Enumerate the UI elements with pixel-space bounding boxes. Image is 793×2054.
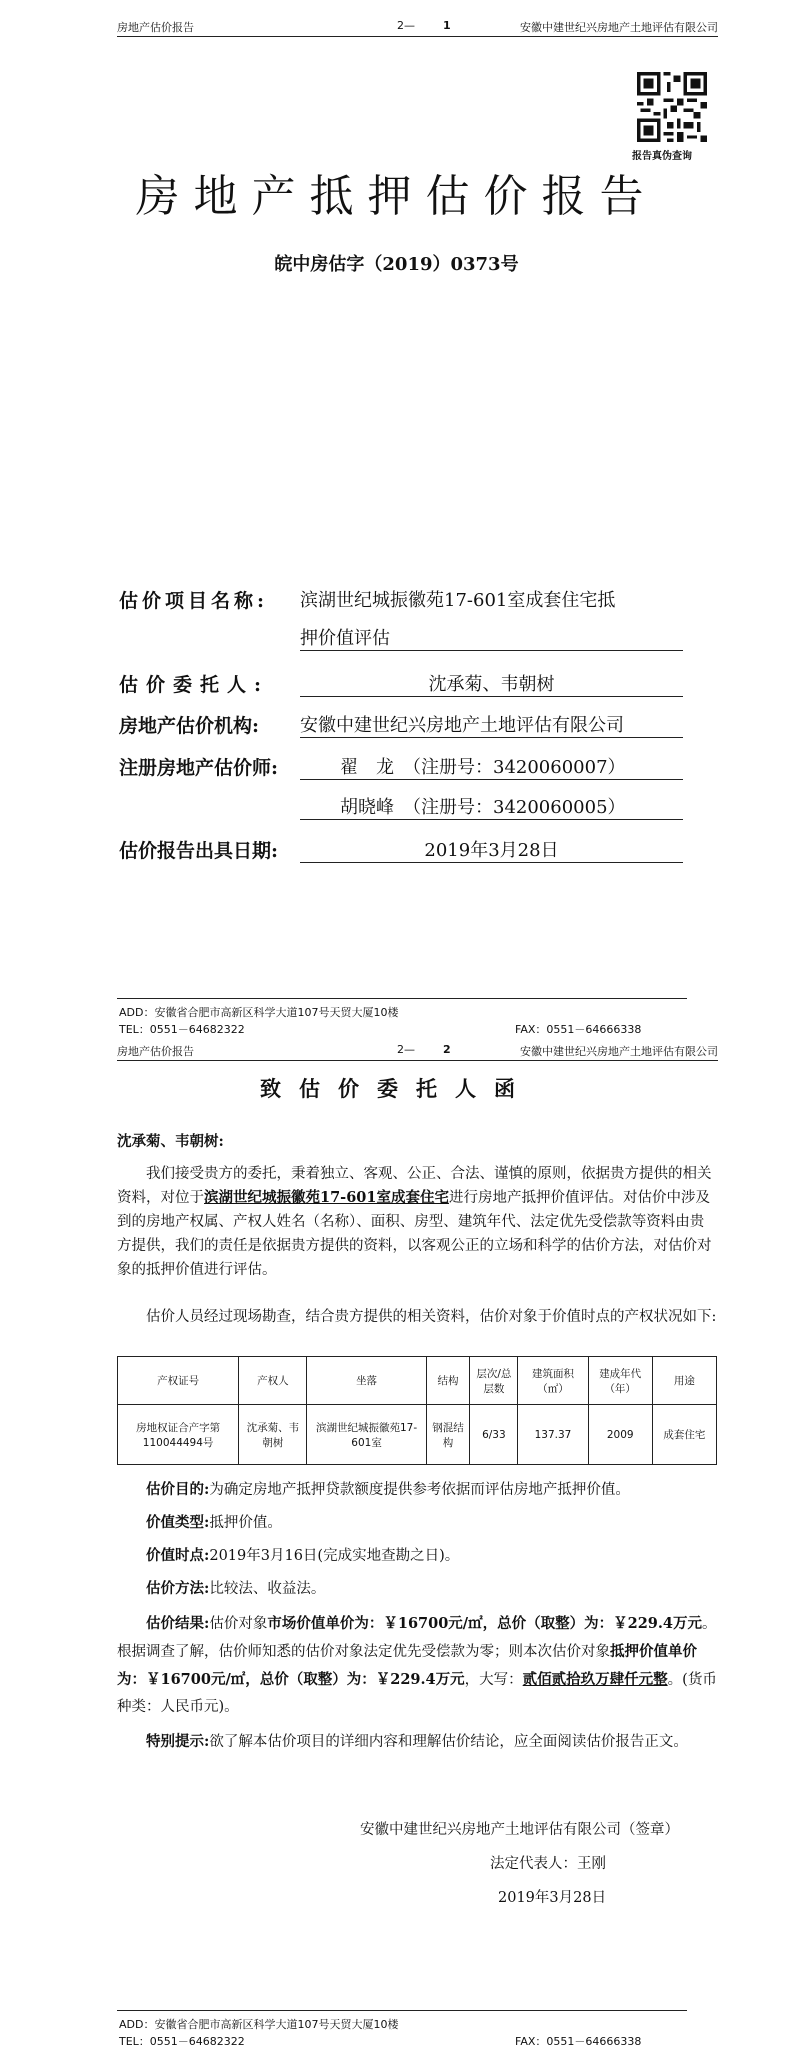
mortgage-value: 抵押价值单价为：￥16700元/㎡，总价（取整）为：￥229.4万元 — [117, 1643, 697, 1688]
result-text-1: 估价对象 — [209, 1616, 268, 1632]
purpose-value: 为确定房地产抵押贷款额度提供参考依据而评估房地产抵押价值。 — [209, 1482, 630, 1498]
project-name-label: 估价项目名称: — [119, 590, 269, 612]
appraiser-1-underline — [300, 779, 683, 780]
letter-title: 致估价委托人函 — [260, 1076, 533, 1101]
header-right: 安徽中建世纪兴房地产土地评估有限公司 — [520, 1045, 718, 1058]
header-right: 安徽中建世纪兴房地产土地评估有限公司 — [520, 21, 718, 34]
table-cell: 滨湖世纪城振徽苑17-601室 — [307, 1405, 426, 1465]
table-header: 建筑面积（㎡） — [518, 1357, 588, 1405]
signature-date: 2019年3月28日 — [498, 1890, 607, 1906]
appraiser-1: 翟 龙 （注册号：3420060007） — [340, 757, 626, 778]
property-table — [117, 1356, 717, 1465]
p1-text-a: 我们接受贵方的委托，秉着独立、客观、公正、合法、谨慎的原则，依据贵方提供的相关资料，对位于 — [117, 1166, 712, 1206]
table-cell: 2009 — [588, 1405, 652, 1465]
project-name-value-line2: 押价值评估 — [300, 628, 390, 649]
page-header — [117, 1038, 718, 1061]
client-label: 估价委托人: — [119, 674, 270, 696]
agency-label: 房地产估价机构: — [119, 715, 260, 737]
header-page-number: 1 — [443, 19, 451, 32]
method-line — [117, 1577, 717, 1601]
agency-value: 安徽中建世纪兴房地产土地评估有限公司 — [300, 715, 624, 736]
signature-representative: 法定代表人：王刚 — [490, 1856, 606, 1872]
table-header: 产权证号 — [118, 1357, 239, 1405]
p1-text-b: 进行房地产抵押价值评估。对估价中涉及到的房地产权属、产权人姓名（名称）、面积、房型、建筑年代、法定优先受偿款等资料由贵方提供，我们的责任是依据贵方提供的资料，以客观公正的立场和科学的估价方法，对估价对象的抵押价值进行评估。 — [117, 1190, 712, 1278]
table-row — [118, 1405, 717, 1465]
table-cell: 137.37 — [518, 1405, 588, 1465]
footer-fax: FAX：0551－64666338 — [515, 2035, 642, 2048]
table-cell: 6/33 — [470, 1405, 518, 1465]
footer-tel: TEL：0551－64682322 — [119, 2035, 245, 2048]
table-cell: 房地权证合产字第110044494号 — [118, 1405, 239, 1465]
project-name-value: 滨湖世纪城振徽苑17-601室成套住宅抵 — [300, 590, 616, 611]
qr-caption: 报告真伪查询 — [632, 151, 692, 162]
client-value: 沈承菊、韦朝树 — [428, 674, 555, 695]
table-header: 产权人 — [239, 1357, 307, 1405]
value-type-value: 抵押价值。 — [209, 1515, 282, 1531]
letter-paragraph-1 — [117, 1162, 717, 1282]
special-note-label: 特别提示: — [146, 1733, 210, 1750]
table-header: 结构 — [426, 1357, 470, 1405]
page-header — [117, 14, 718, 37]
table-header: 用途 — [652, 1357, 716, 1405]
result-text-3: 。根据调查了解，估价师知悉的估价对象法定优先受偿款为零；则本次估价对象 — [117, 1616, 717, 1660]
special-note-value: 欲了解本估价项目的详细内容和理解估价结论，应全面阅读估价报告正文。 — [209, 1734, 688, 1750]
footer-tel: TEL：0551－64682322 — [119, 1023, 245, 1036]
footer-rule — [117, 998, 687, 999]
table-cell: 成套住宅 — [652, 1405, 716, 1465]
p1-address: 滨湖世纪城振徽苑17-601室成套住宅 — [204, 1189, 449, 1206]
table-header-row — [118, 1357, 717, 1405]
result-paragraph — [117, 1610, 717, 1721]
value-time-label: 价值时点: — [146, 1547, 210, 1564]
appraiser-2-underline — [300, 819, 683, 820]
issue-date-label: 估价报告出具日期: — [119, 840, 279, 862]
value-time-line — [117, 1544, 717, 1568]
footer-rule — [117, 2010, 687, 2011]
footer-address: ADD：安徽省合肥市高新区科学大道107号天贸大厦10楼 — [119, 1006, 399, 1019]
project-underline — [300, 650, 683, 651]
result-text-7: 。(货币种类：人民币元)。 — [117, 1672, 717, 1715]
table-header: 层次/总层数 — [470, 1357, 518, 1405]
purpose-label: 估价目的: — [146, 1481, 210, 1498]
header-page-prefix: 2— — [397, 1043, 415, 1056]
method-value: 比较法、收益法。 — [209, 1581, 326, 1597]
result-label: 估价结果: — [146, 1615, 210, 1632]
result-text-5: ，大写： — [464, 1672, 523, 1688]
table-cell: 沈承菊、韦朝树 — [239, 1405, 307, 1465]
qr-code-icon[interactable] — [637, 72, 707, 142]
letter-page — [0, 1038, 793, 2054]
appraiser-2: 胡晓峰 （注册号：3420060005） — [340, 797, 626, 818]
value-type-label: 价值类型: — [146, 1514, 210, 1531]
appraiser-label: 注册房地产估价师: — [119, 757, 279, 779]
header-page-prefix: 2— — [397, 19, 415, 32]
salutation: 沈承菊、韦朝树: — [117, 1133, 224, 1150]
client-underline — [300, 696, 683, 697]
table-cell: 钢混结构 — [426, 1405, 470, 1465]
header-page-number: 2 — [443, 1043, 451, 1056]
issue-date-value: 2019年3月28日 — [424, 840, 559, 861]
report-title: 房地产抵押估价报告 — [135, 171, 658, 222]
amount-in-words: 贰佰贰拾玖万肆仟元整 — [522, 1671, 668, 1688]
issue-date-underline — [300, 862, 683, 863]
document-number: 皖中房估字（2019）0373号 — [274, 254, 519, 275]
footer-fax: FAX：0551－64666338 — [515, 1023, 642, 1036]
value-type-line — [117, 1511, 717, 1535]
table-header: 坐落 — [307, 1357, 426, 1405]
letter-paragraph-2: 估价人员经过现场勘查，结合贵方提供的相关资料，估价对象于价值时点的产权状况如下: — [146, 1309, 717, 1325]
table-header: 建成年代（年） — [588, 1357, 652, 1405]
method-label: 估价方法: — [146, 1580, 210, 1597]
agency-underline — [300, 737, 683, 738]
header-left: 房地产估价报告 — [117, 21, 194, 34]
header-left: 房地产估价报告 — [117, 1045, 194, 1058]
market-value: 市场价值单价为：￥16700元/㎡，总价（取整）为：￥229.4万元 — [267, 1615, 703, 1632]
special-note — [117, 1728, 717, 1756]
signature-company: 安徽中建世纪兴房地产土地评估有限公司（签章） — [360, 1822, 679, 1838]
footer-address: ADD：安徽省合肥市高新区科学大道107号天贸大厦10楼 — [119, 2018, 399, 2031]
purpose-line — [117, 1478, 717, 1502]
value-time-value: 2019年3月16日(完成实地查勘之日)。 — [209, 1548, 460, 1564]
